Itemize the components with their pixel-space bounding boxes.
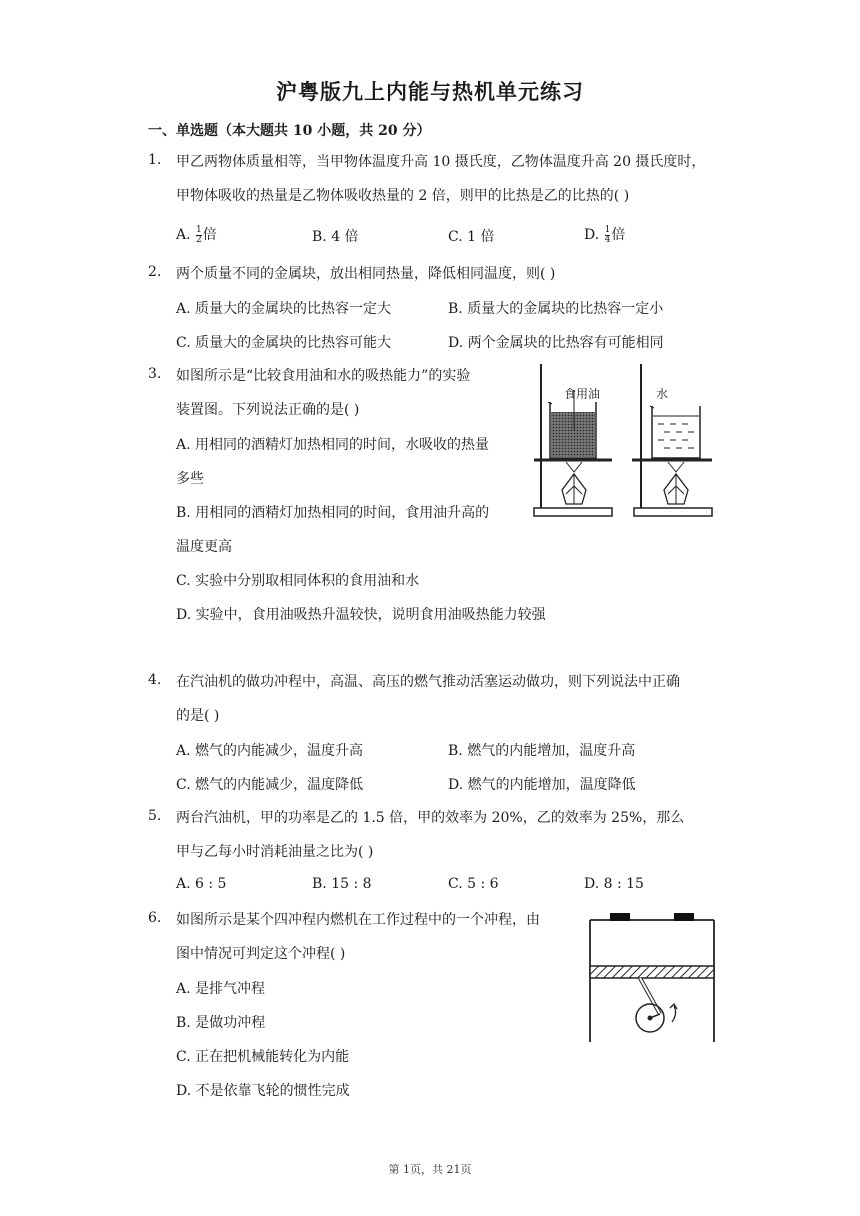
question-number: 1. <box>148 152 162 168</box>
option-suffix: 倍 <box>202 227 217 243</box>
question-stem-line: 在汽油机的做功冲程中，高温、高压的燃气推动活塞运动做功，则下列说法中正确 <box>176 674 680 690</box>
option-b: B. 燃气的内能增加，温度升高 <box>448 743 636 759</box>
option-c: C. 燃气的内能减少，温度降低 <box>176 777 364 793</box>
question-stem-line: 甲与乙每小时消耗油量之比为( ) <box>176 844 374 860</box>
question-number: 6. <box>148 910 162 926</box>
option-b: B. 4 倍 <box>312 229 359 245</box>
option-d: D. 燃气的内能增加，温度降低 <box>448 777 636 793</box>
option-a: A. 燃气的内能减少，温度升高 <box>176 743 364 759</box>
option-c: C. 正在把机械能转化为内能 <box>176 1049 350 1065</box>
fraction <box>196 226 202 245</box>
option-a: A. 质量大的金属块的比热容一定大 <box>176 301 392 317</box>
option-suffix: 倍 <box>611 227 626 243</box>
option-c: C. 质量大的金属块的比热容可能大 <box>176 335 392 351</box>
option-a <box>176 224 217 245</box>
fraction <box>605 226 611 245</box>
option-a: A. 是排气冲程 <box>176 981 266 997</box>
question-number: 4. <box>148 672 162 688</box>
option-d: D. 两个金属块的比热容有可能相同 <box>448 335 664 351</box>
option-b: B. 15 : 8 <box>312 876 372 892</box>
option-d <box>584 224 625 245</box>
page-title: 沪粤版九上内能与热机单元练习 <box>276 79 584 104</box>
option-d: D. 不是依靠飞轮的惯性完成 <box>176 1083 350 1099</box>
option-a: A. 6 : 5 <box>176 876 227 892</box>
question-stem-line: 的是( ) <box>176 708 220 724</box>
option-a-continued: 多些 <box>176 471 204 487</box>
option-c: C. 1 倍 <box>448 229 495 245</box>
heating-experiment-figure <box>528 360 718 520</box>
question-number: 2. <box>148 264 162 280</box>
figure-label-water: 水 <box>656 387 669 401</box>
option-label: A. <box>176 227 196 243</box>
option-label: D. <box>584 227 604 243</box>
option-d: D. 8 : 15 <box>584 876 644 892</box>
section-heading: 一、单选题（本大题共 10 小题，共 20 分） <box>148 123 431 139</box>
option-c: C. 5 : 6 <box>448 876 499 892</box>
question-stem-line: 甲物体吸收的热量是乙物体吸收热量的 2 倍，则甲的比热是乙的比热的( ) <box>176 188 630 204</box>
question-number: 5. <box>148 808 162 824</box>
page-footer: 第 1页，共 21页 <box>388 1163 472 1176</box>
fraction-numerator: 1 <box>196 224 202 235</box>
question-stem-line: 甲乙两物体质量相等，当甲物体温度升高 10 摄氏度，乙物体温度升高 20 摄氏度时， <box>176 154 706 170</box>
option-a: A. 用相同的酒精灯加热相同的时间，水吸收的热量 <box>176 437 490 453</box>
option-b: B. 是做功冲程 <box>176 1015 266 1031</box>
fraction-numerator: 1 <box>604 224 611 235</box>
option-c: C. 实验中分别取相同体积的食用油和水 <box>176 573 420 589</box>
question-number: 3. <box>148 366 162 382</box>
question-stem-line: 如图所示是某个四冲程内燃机在工作过程中的一个冲程，由 <box>176 912 540 928</box>
figure-label-oil: 食用油 <box>564 387 601 401</box>
question-stem-line: 如图所示是“比较食用油和水的吸热能力”的实验 <box>176 368 471 384</box>
engine-cylinder-figure <box>586 910 718 1046</box>
question-stem-line: 装置图。下列说法正确的是( ) <box>176 402 360 418</box>
question-stem-line: 两个质量不同的金属块，放出相同热量，降低相同温度，则( ) <box>176 266 556 282</box>
fraction-denominator: 4 <box>604 234 611 245</box>
option-b-continued: 温度更高 <box>176 539 232 555</box>
option-b: B. 用相同的酒精灯加热相同的时间，食用油升高的 <box>176 505 490 521</box>
option-d: D. 实验中，食用油吸热升温较快，说明食用油吸热能力较强 <box>176 607 546 623</box>
question-stem-line: 图中情况可判定这个冲程( ) <box>176 946 346 962</box>
option-b: B. 质量大的金属块的比热容一定小 <box>448 301 664 317</box>
fraction-denominator: 2 <box>196 234 202 245</box>
question-stem-line: 两台汽油机，甲的功率是乙的 1.5 倍，甲的效率为 20%，乙的效率为 25%，那么 <box>176 810 685 826</box>
water-setup <box>632 364 712 516</box>
